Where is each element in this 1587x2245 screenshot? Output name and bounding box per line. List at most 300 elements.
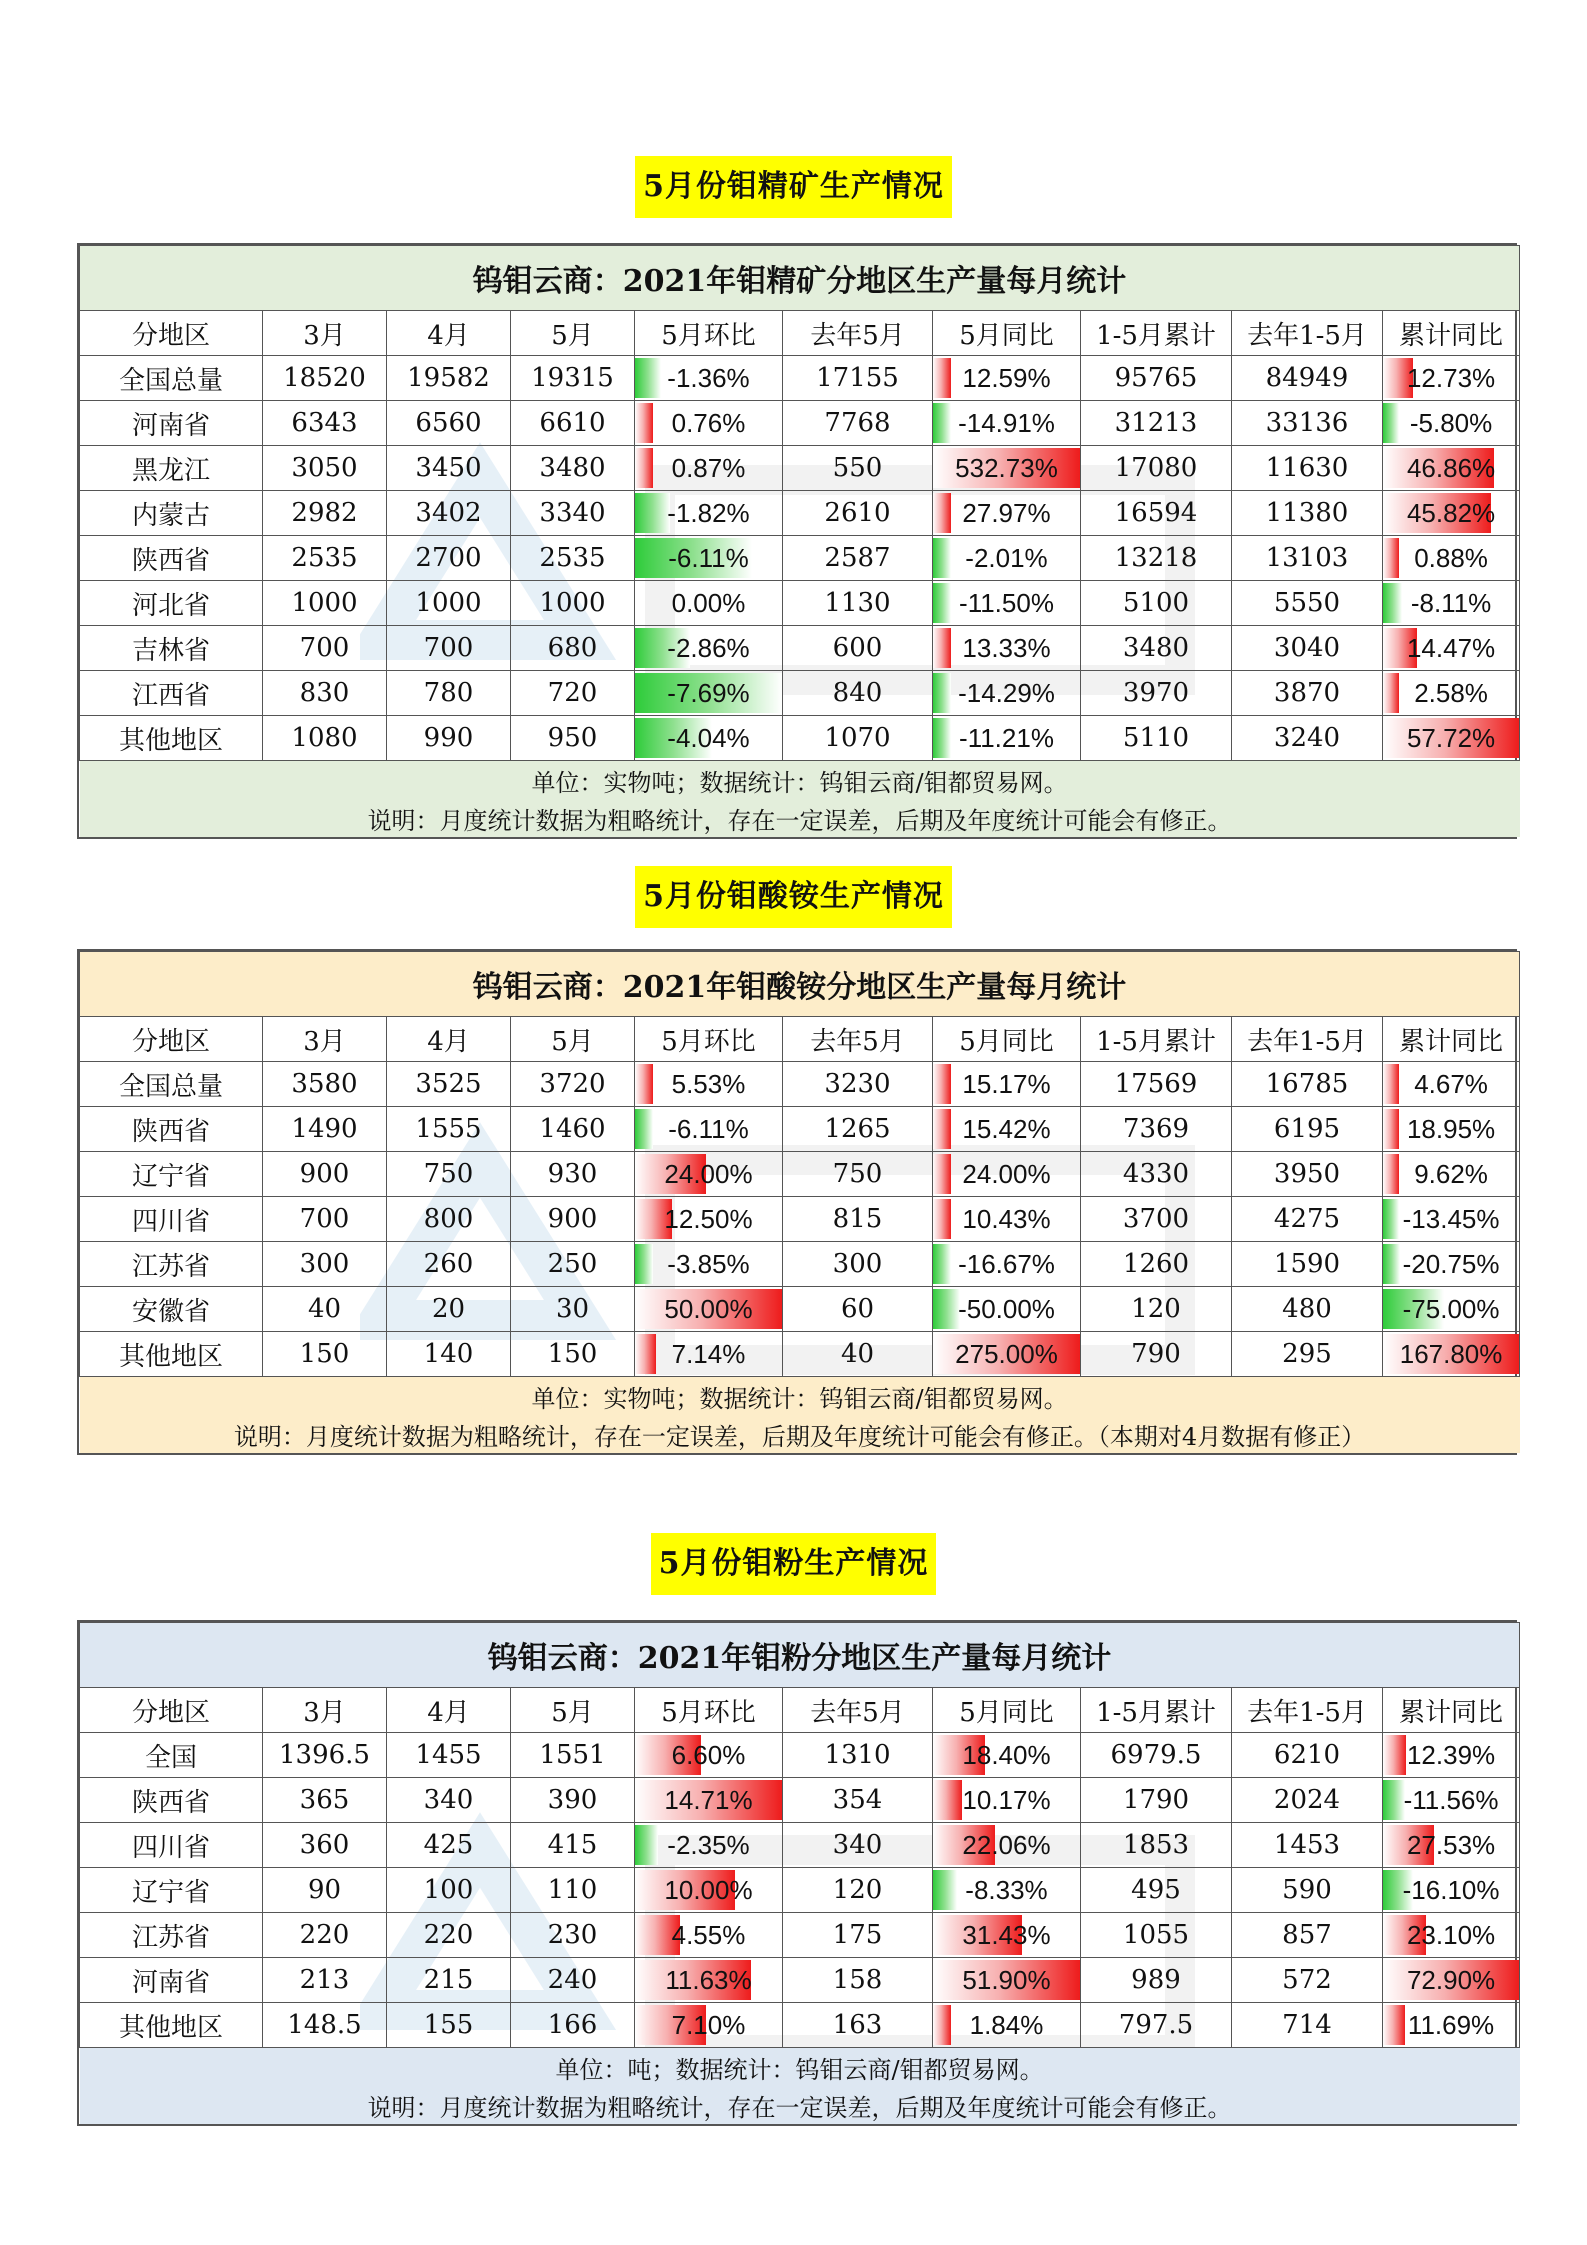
value-cell: 213 bbox=[263, 1958, 387, 2003]
section-title-molybdenum-concentrate bbox=[0, 156, 1587, 218]
percent-value: -1.36% bbox=[667, 363, 750, 393]
value-cell: 13218 bbox=[1081, 536, 1232, 581]
percent-value: -6.11% bbox=[668, 543, 749, 573]
value-cell: 150 bbox=[511, 1332, 635, 1377]
percent-cell bbox=[933, 671, 1081, 716]
value-cell: 6560 bbox=[387, 401, 511, 446]
percent-cell bbox=[635, 1958, 783, 2003]
data-bar bbox=[635, 1332, 782, 1376]
percent-cell bbox=[1383, 1868, 1520, 1913]
value-cell: 7369 bbox=[1081, 1107, 1232, 1152]
data-bar bbox=[635, 1287, 782, 1331]
data-bar bbox=[933, 1913, 1080, 1957]
value-cell: 750 bbox=[387, 1152, 511, 1197]
percent-cell bbox=[635, 1152, 783, 1197]
column-header: 分地区 bbox=[80, 1017, 263, 1062]
value-cell: 1265 bbox=[783, 1107, 933, 1152]
value-cell: 19582 bbox=[387, 356, 511, 401]
region-name: 其他地区 bbox=[80, 2003, 263, 2048]
data-bar bbox=[635, 1913, 782, 1957]
data-bar bbox=[635, 1197, 782, 1241]
data-bar bbox=[635, 1242, 782, 1286]
region-name: 陕西省 bbox=[80, 1778, 263, 1823]
percent-cell bbox=[933, 1062, 1081, 1107]
value-cell: 30 bbox=[511, 1287, 635, 1332]
percent-value: -11.50% bbox=[959, 588, 1054, 618]
column-header: 5月 bbox=[511, 1688, 635, 1733]
region-name: 全国总量 bbox=[80, 1062, 263, 1107]
value-cell: 230 bbox=[511, 1913, 635, 1958]
percent-cell bbox=[1383, 1823, 1520, 1868]
percent-cell bbox=[1383, 1958, 1520, 2003]
value-cell: 1396.5 bbox=[263, 1733, 387, 1778]
value-cell: 1790 bbox=[1081, 1778, 1232, 1823]
value-cell: 495 bbox=[1081, 1868, 1232, 1913]
percent-value: -16.10% bbox=[1402, 1875, 1500, 1905]
value-cell: 6195 bbox=[1232, 1107, 1383, 1152]
percent-cell bbox=[1383, 1332, 1520, 1377]
value-cell: 300 bbox=[783, 1242, 933, 1287]
data-bar bbox=[635, 581, 782, 625]
column-header: 5月 bbox=[511, 311, 635, 356]
value-cell: 5110 bbox=[1081, 716, 1232, 761]
value-cell: 33136 bbox=[1232, 401, 1383, 446]
region-name: 河南省 bbox=[80, 1958, 263, 2003]
table-title-row bbox=[80, 952, 1520, 1017]
value-cell: 1130 bbox=[783, 581, 933, 626]
data-bar bbox=[635, 1823, 782, 1867]
percent-cell bbox=[1383, 1062, 1520, 1107]
increase-bar bbox=[1383, 1154, 1399, 1194]
decrease-bar bbox=[1383, 583, 1402, 623]
table-row bbox=[80, 401, 1520, 446]
value-cell: 700 bbox=[387, 626, 511, 671]
value-cell: 1000 bbox=[387, 581, 511, 626]
value-cell: 720 bbox=[511, 671, 635, 716]
percent-cell bbox=[933, 1823, 1081, 1868]
data-bar bbox=[933, 1062, 1080, 1106]
value-cell: 17080 bbox=[1081, 446, 1232, 491]
percent-cell bbox=[1383, 1197, 1520, 1242]
decrease-bar bbox=[1383, 403, 1399, 443]
value-cell: 4330 bbox=[1081, 1152, 1232, 1197]
table-footer-row bbox=[80, 2048, 1520, 2087]
percent-value: 7.10% bbox=[671, 2010, 746, 2040]
percent-cell bbox=[635, 1062, 783, 1107]
region-name: 其他地区 bbox=[80, 1332, 263, 1377]
value-cell: 714 bbox=[1232, 2003, 1383, 2048]
percent-value: -6.11% bbox=[668, 1114, 749, 1144]
percent-value: 0.76% bbox=[671, 408, 746, 438]
data-bar bbox=[1383, 491, 1519, 535]
region-name: 辽宁省 bbox=[80, 1868, 263, 1913]
increase-bar bbox=[635, 1334, 656, 1374]
table-ammonium-molybdate bbox=[77, 949, 1517, 1455]
data-bar bbox=[635, 491, 782, 535]
table-footnote: 单位：吨；数据统计：钨钼云商/钼都贸易网。 bbox=[80, 2048, 1520, 2087]
percent-value: -2.35% bbox=[667, 1830, 750, 1860]
column-header: 5月环比 bbox=[635, 311, 783, 356]
value-cell: 3720 bbox=[511, 1062, 635, 1107]
value-cell: 930 bbox=[511, 1152, 635, 1197]
percent-cell bbox=[635, 626, 783, 671]
percent-cell bbox=[933, 716, 1081, 761]
value-cell: 120 bbox=[1081, 1287, 1232, 1332]
table-title-row bbox=[80, 1623, 1520, 1688]
value-cell: 11630 bbox=[1232, 446, 1383, 491]
value-cell: 3050 bbox=[263, 446, 387, 491]
decrease-bar bbox=[635, 1244, 653, 1284]
percent-cell bbox=[635, 1107, 783, 1152]
value-cell: 5550 bbox=[1232, 581, 1383, 626]
percent-value: 13.33% bbox=[962, 633, 1051, 663]
value-cell: 1055 bbox=[1081, 1913, 1232, 1958]
percent-value: -3.85% bbox=[667, 1249, 750, 1279]
value-cell: 148.5 bbox=[263, 2003, 387, 2048]
value-cell: 140 bbox=[387, 1332, 511, 1377]
percent-value: 57.72% bbox=[1406, 723, 1496, 753]
percent-cell bbox=[933, 2003, 1081, 2048]
percent-cell bbox=[933, 581, 1081, 626]
table-row bbox=[80, 671, 1520, 716]
table-molybdenum-powder bbox=[77, 1620, 1517, 2126]
percent-value: -2.86% bbox=[667, 633, 750, 663]
increase-bar bbox=[933, 358, 951, 398]
percent-cell bbox=[933, 1733, 1081, 1778]
percent-cell bbox=[635, 401, 783, 446]
data-bar bbox=[933, 1107, 1080, 1151]
region-name: 江苏省 bbox=[80, 1913, 263, 1958]
table-molybdenum-concentrate bbox=[77, 243, 1517, 839]
data-bar bbox=[635, 2003, 782, 2047]
decrease-bar bbox=[635, 358, 661, 398]
table-row bbox=[80, 581, 1520, 626]
percent-cell bbox=[933, 626, 1081, 671]
table-title-row bbox=[80, 246, 1520, 311]
percent-value: 15.17% bbox=[962, 1069, 1051, 1099]
percent-cell bbox=[1383, 1242, 1520, 1287]
data-bar bbox=[635, 356, 782, 400]
data-bar bbox=[635, 446, 782, 490]
data-bar bbox=[933, 1958, 1080, 2002]
value-cell: 110 bbox=[511, 1868, 635, 1913]
increase-bar bbox=[933, 1780, 962, 1820]
percent-value: 18.40% bbox=[962, 1740, 1051, 1770]
value-cell: 830 bbox=[263, 671, 387, 716]
column-header: 5月环比 bbox=[635, 1017, 783, 1062]
percent-cell bbox=[1383, 1733, 1520, 1778]
region-name: 安徽省 bbox=[80, 1287, 263, 1332]
value-cell: 2700 bbox=[387, 536, 511, 581]
percent-value: -14.29% bbox=[958, 678, 1055, 708]
column-header: 累计同比 bbox=[1383, 311, 1520, 356]
decrease-bar bbox=[1383, 1244, 1400, 1284]
percent-value: 9.62% bbox=[1414, 1159, 1488, 1189]
percent-cell bbox=[635, 491, 783, 536]
table-header-row bbox=[80, 1017, 1520, 1062]
value-cell: 6343 bbox=[263, 401, 387, 446]
decrease-bar bbox=[635, 493, 670, 533]
region-name: 四川省 bbox=[80, 1197, 263, 1242]
section-title-text: 5月份钼粉生产情况 bbox=[651, 1533, 937, 1595]
value-cell: 1453 bbox=[1232, 1823, 1383, 1868]
column-header: 5月同比 bbox=[933, 1017, 1081, 1062]
section-title-text: 5月份钼酸铵生产情况 bbox=[635, 866, 952, 928]
value-cell: 680 bbox=[511, 626, 635, 671]
percent-cell bbox=[933, 1152, 1081, 1197]
percent-value: 23.10% bbox=[1406, 1920, 1496, 1950]
table-row bbox=[80, 1823, 1520, 1868]
percent-value: 2.58% bbox=[1414, 678, 1488, 708]
percent-value: 27.53% bbox=[1406, 1830, 1496, 1860]
table-footer-row bbox=[80, 799, 1520, 837]
data-bar bbox=[933, 1778, 1080, 1822]
section-title-ammonium-molybdate bbox=[0, 866, 1587, 928]
data-bar bbox=[933, 716, 1080, 760]
table-header-row bbox=[80, 1688, 1520, 1733]
decrease-bar bbox=[1383, 1199, 1399, 1239]
percent-cell bbox=[1383, 671, 1520, 716]
percent-value: 18.95% bbox=[1406, 1114, 1496, 1144]
table-footer-row bbox=[80, 1415, 1520, 1453]
data-bar bbox=[635, 671, 782, 715]
percent-cell bbox=[1383, 581, 1520, 626]
value-cell: 340 bbox=[783, 1823, 933, 1868]
decrease-bar bbox=[933, 1244, 951, 1284]
table-row bbox=[80, 356, 1520, 401]
table-footer-row bbox=[80, 761, 1520, 800]
value-cell: 40 bbox=[783, 1332, 933, 1377]
table-row bbox=[80, 1958, 1520, 2003]
data-bar bbox=[1383, 1868, 1519, 1912]
data-bar bbox=[933, 1823, 1080, 1867]
value-cell: 13103 bbox=[1232, 536, 1383, 581]
value-cell: 166 bbox=[511, 2003, 635, 2048]
increase-bar bbox=[635, 403, 653, 443]
table-title: 钨钼云商：2021年钼粉分地区生产量每月统计 bbox=[80, 1623, 1520, 1688]
increase-bar bbox=[635, 448, 653, 488]
table-row bbox=[80, 1778, 1520, 1823]
region-name: 河北省 bbox=[80, 581, 263, 626]
value-cell: 1000 bbox=[263, 581, 387, 626]
region-name: 陕西省 bbox=[80, 1107, 263, 1152]
region-name: 辽宁省 bbox=[80, 1152, 263, 1197]
data-bar bbox=[933, 491, 1080, 535]
value-cell: 3402 bbox=[387, 491, 511, 536]
increase-bar bbox=[933, 1064, 951, 1104]
value-cell: 220 bbox=[263, 1913, 387, 1958]
percent-cell bbox=[635, 1778, 783, 1823]
percent-cell bbox=[1383, 716, 1520, 761]
value-cell: 1000 bbox=[511, 581, 635, 626]
percent-value: -2.01% bbox=[965, 543, 1048, 573]
decrease-bar bbox=[933, 583, 951, 623]
percent-value: 6.60% bbox=[671, 1740, 746, 1770]
value-cell: 2982 bbox=[263, 491, 387, 536]
column-header: 去年5月 bbox=[783, 311, 933, 356]
table-row bbox=[80, 626, 1520, 671]
percent-cell bbox=[933, 1107, 1081, 1152]
percent-value: 10.43% bbox=[962, 1204, 1051, 1234]
value-cell: 1460 bbox=[511, 1107, 635, 1152]
value-cell: 16594 bbox=[1081, 491, 1232, 536]
value-cell: 175 bbox=[783, 1913, 933, 1958]
data-bar bbox=[1383, 1062, 1519, 1106]
data-bar bbox=[933, 671, 1080, 715]
percent-cell bbox=[635, 1823, 783, 1868]
value-cell: 1490 bbox=[263, 1107, 387, 1152]
percent-value: 7.14% bbox=[671, 1339, 746, 1369]
percent-value: 31.43% bbox=[962, 1920, 1051, 1950]
increase-bar bbox=[1383, 1064, 1399, 1104]
percent-value: 14.47% bbox=[1406, 633, 1496, 663]
value-cell: 240 bbox=[511, 1958, 635, 2003]
value-cell: 600 bbox=[783, 626, 933, 671]
table-footnote: 单位：实物吨；数据统计：钨钼云商/钼都贸易网。 bbox=[80, 1377, 1520, 1416]
value-cell: 16785 bbox=[1232, 1062, 1383, 1107]
value-cell: 90 bbox=[263, 1868, 387, 1913]
percent-cell bbox=[1383, 1107, 1520, 1152]
decrease-bar bbox=[635, 1825, 658, 1865]
value-cell: 750 bbox=[783, 1152, 933, 1197]
value-cell: 990 bbox=[387, 716, 511, 761]
percent-cell bbox=[933, 1958, 1081, 2003]
column-header: 3月 bbox=[263, 311, 387, 356]
percent-value: 46.86% bbox=[1406, 453, 1496, 483]
value-cell: 2535 bbox=[511, 536, 635, 581]
value-cell: 790 bbox=[1081, 1332, 1232, 1377]
region-name: 四川省 bbox=[80, 1823, 263, 1868]
value-cell: 150 bbox=[263, 1332, 387, 1377]
value-cell: 3040 bbox=[1232, 626, 1383, 671]
data-bar bbox=[933, 1287, 1080, 1331]
percent-value: -8.11% bbox=[1410, 588, 1492, 618]
table-row bbox=[80, 1913, 1520, 1958]
increase-bar bbox=[1383, 2005, 1405, 2045]
percent-value: 12.59% bbox=[962, 363, 1051, 393]
table-row bbox=[80, 716, 1520, 761]
data-bar bbox=[1383, 536, 1519, 580]
value-cell: 19315 bbox=[511, 356, 635, 401]
percent-cell bbox=[1383, 1778, 1520, 1823]
value-cell: 2587 bbox=[783, 536, 933, 581]
decrease-bar bbox=[933, 673, 951, 713]
data-bar bbox=[1383, 1823, 1519, 1867]
percent-cell bbox=[1383, 1287, 1520, 1332]
value-cell: 100 bbox=[387, 1868, 511, 1913]
increase-bar bbox=[933, 1154, 951, 1194]
percent-cell bbox=[635, 1868, 783, 1913]
column-header: 4月 bbox=[387, 311, 511, 356]
value-cell: 700 bbox=[263, 626, 387, 671]
percent-value: -11.21% bbox=[959, 723, 1054, 753]
value-cell: 815 bbox=[783, 1197, 933, 1242]
data-bar bbox=[1383, 2003, 1519, 2047]
value-cell: 2610 bbox=[783, 491, 933, 536]
percent-cell bbox=[933, 1778, 1081, 1823]
column-header: 累计同比 bbox=[1383, 1688, 1520, 1733]
increase-bar bbox=[1383, 673, 1399, 713]
table-row bbox=[80, 1062, 1520, 1107]
increase-bar bbox=[933, 2005, 951, 2045]
value-cell: 84949 bbox=[1232, 356, 1383, 401]
value-cell: 950 bbox=[511, 716, 635, 761]
value-cell: 1260 bbox=[1081, 1242, 1232, 1287]
column-header: 3月 bbox=[263, 1017, 387, 1062]
table-row bbox=[80, 1152, 1520, 1197]
data-bar bbox=[933, 1197, 1080, 1241]
percent-cell bbox=[933, 536, 1081, 581]
column-header: 5月环比 bbox=[635, 1688, 783, 1733]
percent-value: 532.73% bbox=[955, 453, 1058, 483]
data-bar bbox=[1383, 1152, 1519, 1196]
data-bar bbox=[635, 1868, 782, 1912]
value-cell: 250 bbox=[511, 1242, 635, 1287]
percent-cell bbox=[1383, 446, 1520, 491]
value-cell: 6210 bbox=[1232, 1733, 1383, 1778]
percent-value: 14.71% bbox=[664, 1785, 753, 1815]
percent-cell bbox=[933, 1197, 1081, 1242]
value-cell: 1455 bbox=[387, 1733, 511, 1778]
percent-cell bbox=[1383, 626, 1520, 671]
column-header: 1-5月累计 bbox=[1081, 1017, 1232, 1062]
region-name: 内蒙古 bbox=[80, 491, 263, 536]
percent-value: -50.00% bbox=[958, 1294, 1055, 1324]
percent-value: -1.82% bbox=[667, 498, 750, 528]
value-cell: 6610 bbox=[511, 401, 635, 446]
data-bar bbox=[635, 1107, 782, 1151]
table-row bbox=[80, 1242, 1520, 1287]
value-cell: 215 bbox=[387, 1958, 511, 2003]
decrease-bar bbox=[933, 1289, 960, 1329]
table-row bbox=[80, 1868, 1520, 1913]
value-cell: 3340 bbox=[511, 491, 635, 536]
percent-cell bbox=[933, 1868, 1081, 1913]
percent-cell bbox=[635, 446, 783, 491]
data-bar bbox=[1383, 626, 1519, 670]
decrease-bar bbox=[933, 718, 951, 758]
decrease-bar bbox=[1383, 1780, 1405, 1820]
value-cell: 989 bbox=[1081, 1958, 1232, 2003]
value-cell: 31213 bbox=[1081, 401, 1232, 446]
percent-cell bbox=[933, 1332, 1081, 1377]
value-cell: 2024 bbox=[1232, 1778, 1383, 1823]
data-bar bbox=[1383, 356, 1519, 400]
percent-value: -7.69% bbox=[667, 678, 750, 708]
percent-cell bbox=[635, 1242, 783, 1287]
data-bar bbox=[635, 536, 782, 580]
column-header: 分地区 bbox=[80, 1688, 263, 1733]
data-bar bbox=[635, 1733, 782, 1777]
percent-cell bbox=[635, 536, 783, 581]
value-cell: 1551 bbox=[511, 1733, 635, 1778]
value-cell: 550 bbox=[783, 446, 933, 491]
percent-value: 27.97% bbox=[962, 498, 1051, 528]
column-header: 去年1-5月 bbox=[1232, 1017, 1383, 1062]
percent-value: 45.82% bbox=[1406, 498, 1496, 528]
data-bar bbox=[933, 446, 1080, 490]
data-bar bbox=[933, 2003, 1080, 2047]
percent-cell bbox=[933, 491, 1081, 536]
value-cell: 295 bbox=[1232, 1332, 1383, 1377]
section-title-molybdenum-powder bbox=[0, 1533, 1587, 1595]
column-header: 1-5月累计 bbox=[1081, 1688, 1232, 1733]
table-header-row bbox=[80, 311, 1520, 356]
percent-value: 10.17% bbox=[962, 1785, 1051, 1815]
value-cell: 900 bbox=[511, 1197, 635, 1242]
value-cell: 163 bbox=[783, 2003, 933, 2048]
percent-value: 0.00% bbox=[671, 588, 746, 618]
